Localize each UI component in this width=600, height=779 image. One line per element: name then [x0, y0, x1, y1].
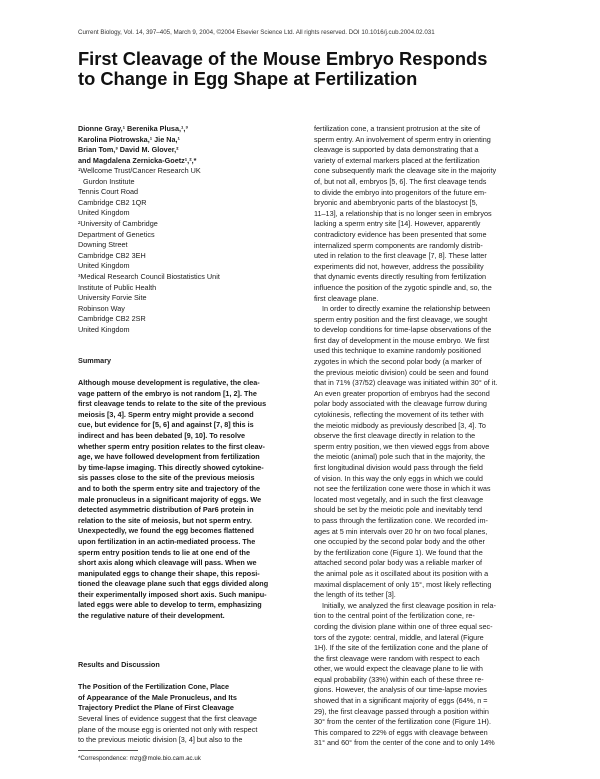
- body-line: 30° from the center of the fertilization cone (Figure 1H).: [314, 717, 491, 727]
- affiliation-line: United Kingdom: [78, 208, 130, 218]
- affiliation-line: Department of Genetics: [78, 229, 155, 239]
- summary-line: indirect and has been debated [9, 10]. To resolve: [78, 430, 246, 440]
- body-line: tors of the zygote: central, middle, and lateral (Figure: [314, 632, 484, 642]
- body-line: of vision. In this way the only eggs in which we could: [314, 473, 483, 483]
- affiliation-line: Downing Street: [78, 240, 128, 250]
- body-line: used this technique to examine randomly positioned: [314, 346, 481, 356]
- summary-line: male pronucleus in a significant majority of eggs. We: [78, 494, 262, 504]
- affiliation-line: University Forvie Site: [78, 293, 147, 303]
- body-line: the meiotic (animal) pole such that in the majority, the: [314, 452, 486, 462]
- summary-line: whether sperm entry position relates to the first cleav-: [78, 441, 265, 451]
- body-line: Initially, we analyzed the first cleavage position in rela-: [322, 600, 496, 610]
- body-line: In order to directly examine the relationship between: [322, 304, 491, 314]
- body-line: equal probability (33%) within each of these three re-: [314, 674, 484, 684]
- summary-line: sis passes close to the site of the previous meiosis: [78, 473, 255, 483]
- body-line: one occupied by the second polar body and the other: [314, 537, 485, 547]
- subsection-heading: [78, 682, 303, 714]
- affiliation-line: Cambridge CB2 1QR: [78, 197, 147, 207]
- body-line: maximal displacement of only 15°, most likely reflecting: [314, 579, 492, 589]
- body-line: the meiotic midbody as previously described [3, 4]. To: [314, 420, 486, 430]
- body-line: first cleavage plane.: [314, 293, 379, 303]
- summary-line: detected asymmetric distribution of Par6 protein in: [78, 505, 254, 515]
- affiliation-line: ¹Wellcome Trust/Cancer Research UK: [78, 166, 201, 175]
- summary-line: first cleavage tends to relate to the site of the previous: [78, 399, 267, 409]
- body-line: cytokinesis, reflecting the movement of its tether with: [314, 410, 484, 420]
- summary-line: meiosis [3, 4]. Sperm entry might provide a second: [78, 409, 254, 419]
- summary-line: short axis along which cleavage will pass. When we: [78, 558, 257, 568]
- right-column-body: [314, 124, 528, 749]
- body-line: showed that in a significant majority of eggs (64%, n =: [314, 696, 488, 706]
- summary-line: their experimentally imposed short axis. Such manipu-: [78, 589, 267, 599]
- body-line: contradictory evidence has been presented that some: [314, 229, 487, 239]
- body-line: should be set by the meiotic pole and inevitably tend: [314, 505, 483, 515]
- affiliation-line: ²University of Cambridge: [78, 218, 158, 228]
- summary-line: age, we have followed development from fertilization: [78, 452, 260, 462]
- affiliation-line: Cambridge CB2 3EH: [78, 250, 146, 260]
- summary-line: lated eggs were able to develop to term, emphasizing: [78, 600, 262, 610]
- summary-paragraph: [78, 378, 303, 622]
- correspondence-footnote: *Correspondence: mzg@mole.bio.cam.ac.uk: [78, 755, 201, 762]
- summary-line: sperm entry position tends to lie at one end of the: [78, 547, 251, 557]
- summary-line: cue, but evidence for [5, 6] and against [7, 8] this is: [78, 420, 254, 430]
- body-line: cone subsequently mark the cleavage site in the majority: [314, 166, 497, 176]
- body-line: sperm entry. An involvement of sperm entry in orienting: [314, 134, 491, 144]
- body-line: experiments did not, however, address the possibility: [314, 261, 484, 271]
- body-line: 31° and 60° from the center of the cone and to only 14%: [314, 738, 495, 748]
- body-line: zygotes in which the second polar body (a marker of: [314, 357, 482, 367]
- body-line: by the fertilization cone (Figure 1). We found that the: [314, 547, 483, 557]
- body-line: bryonic and abembryonic parts of the blastocyst [5,: [314, 198, 478, 208]
- journal-citation: Current Biology, Vol. 14, 397–405, March 9, 2004, ©2004 Elsevier Science Ltd. All rights reserved. DOI 10.1016/j.cub.2004.02.031: [78, 29, 435, 36]
- summary-heading: Summary: [78, 356, 112, 365]
- body-line: fertilization cone, a transient protrusion at the site of: [314, 124, 481, 133]
- author-line: Brian Tom,³ David M. Glover,²: [78, 145, 179, 155]
- affiliation-line: Cambridge CB2 2SR: [78, 314, 146, 324]
- body-line: cleavage is supported by data demonstrating that a: [314, 145, 479, 155]
- body-line: to pass through the fertilization cone. We recorded im-: [314, 515, 488, 525]
- body-line: sperm entry position, we then viewed eggs from above: [314, 441, 490, 451]
- summary-line: upon fertilization in an actin-mediated process. The: [78, 536, 256, 546]
- affiliation-line: United Kingdom: [78, 324, 130, 334]
- body-line: An even greater proportion of embryos had the second: [314, 388, 490, 398]
- body-line: to the previous meiotic division [3, 4] but also to the: [78, 735, 243, 745]
- article-title: [78, 49, 538, 89]
- body-line: internalized sperm components are randomly distrib-: [314, 240, 483, 250]
- footnote-rule: [78, 750, 138, 751]
- body-line: observe the first cleavage directly in relation to the: [314, 431, 476, 441]
- body-line: lacking a sperm entry site [14]. However, apparently: [314, 219, 481, 229]
- author-line: and Magdalena Zernicka-Goetz¹,²,*: [78, 155, 197, 165]
- body-line: 29), the first cleavage passed through a position within: [314, 706, 489, 716]
- body-line: to develop conditions for time-lapse observations of the: [314, 325, 492, 335]
- affiliation-line: Tennis Court Road: [78, 187, 139, 197]
- summary-line: tioned the cleavage plane such that eggs divided along: [78, 579, 269, 589]
- body-line: ages at 5 min intervals over 20 hr on two focal planes,: [314, 526, 488, 536]
- results-heading: Results and Discussion: [78, 660, 160, 669]
- body-line: polar body associated with the cleavage furrow during: [314, 399, 487, 409]
- affiliation-line: Gurdon Institute: [83, 176, 135, 186]
- body-line: of, but not all, embryos [5, 6]. The first cleavage tends: [314, 176, 487, 186]
- summary-line: Although mouse development is regulative, the clea-: [78, 378, 260, 387]
- body-line: the length of its tether [3].: [314, 590, 396, 600]
- body-line: gions. However, the analysis of our time-lapse movies: [314, 685, 487, 695]
- body-line: first longitudinal division would pass through the field: [314, 463, 483, 472]
- title-line: to Change in Egg Shape at Fertilization: [78, 68, 418, 89]
- body-line: 11–13], a relationship that is no longer seen in embryos: [314, 208, 492, 218]
- results-intro-paragraph: [78, 714, 303, 746]
- body-line: not see the fertilization cone were those in which it was: [314, 484, 491, 494]
- summary-line: the regulative nature of their development.: [78, 611, 225, 621]
- body-line: attached second polar body was a reliable marker of: [314, 558, 483, 568]
- affiliation-line: Robinson Way: [78, 303, 125, 313]
- title-line: First Cleavage of the Mouse Embryo Responds: [78, 48, 488, 69]
- summary-line: vage pattern of the embryo is not random [1, 2]. The: [78, 388, 257, 398]
- author-line: Dionne Gray,¹ Berenika Plusa,¹,³: [78, 124, 188, 133]
- body-line: variety of external markers placed at the fertilization: [314, 155, 480, 165]
- body-line: the animal pole as it oscillated about its position with a: [314, 568, 489, 578]
- body-line: other, we would expect the cleavage plane to lie with: [314, 664, 483, 674]
- body-line: uted in relation to the first cleavage [7, 8]. These latter: [314, 251, 487, 261]
- affiliation-line: United Kingdom: [78, 261, 130, 271]
- body-line: sperm entry position and the first cleavage, we sought: [314, 314, 488, 324]
- body-line: cording the division plane within one of three equal sec-: [314, 621, 493, 631]
- body-line: located most vegetally, and in such the first cleavage: [314, 494, 484, 504]
- author-list: [78, 124, 303, 166]
- body-line: that dynamic events directly resulting from fertilization: [314, 272, 487, 282]
- summary-line: Unexpectedly, we found the egg becomes flattened: [78, 526, 254, 536]
- body-line: Several lines of evidence suggest that the first cleavage: [78, 714, 257, 723]
- body-line: influence the position of the zygotic spindle and, so, the: [314, 282, 492, 292]
- body-line: that in 71% (37/52) cleavage was initiated within 30° of it.: [314, 378, 498, 388]
- summary-line: relation to the site of meiosis, but not sperm entry.: [78, 515, 252, 525]
- affiliation-line: ³Medical Research Council Biostatistics Unit: [78, 271, 220, 281]
- subsection-line: of Appearance of the Male Pronucleus, and Its: [78, 692, 237, 702]
- affiliation-line: Institute of Public Health: [78, 282, 157, 292]
- body-line: the first cleavage were random with respect to each: [314, 653, 480, 663]
- body-line: plane of the mouse egg is oriented not only with respect: [78, 724, 258, 734]
- summary-line: by time-lapse imaging. This directly showed cytokine-: [78, 462, 264, 472]
- summary-line: and to both the sperm entry site and trajectory of the: [78, 483, 261, 493]
- subsection-line: Trajectory Predict the Plane of First Cleavage: [78, 703, 234, 713]
- body-line: tion to the central point of the fertilization cone, re-: [314, 611, 475, 621]
- body-line: This compared to 22% of eggs with cleavage between: [314, 727, 488, 737]
- summary-line: manipulated eggs to change their shape, this reposi-: [78, 568, 260, 578]
- body-line: to divide the embryo into progenitors of the future em-: [314, 187, 487, 197]
- body-line: 1H). If the site of the fertilization cone and the plane of: [314, 643, 488, 653]
- affiliations: [78, 166, 303, 336]
- body-line: the previous meiotic division) could be seen and found: [314, 367, 489, 377]
- author-line: Karolina Piotrowska,¹ Jie Na,¹: [78, 134, 180, 144]
- body-line: first day of development in the mouse embryo. We first: [314, 335, 490, 345]
- subsection-line: The Position of the Fertilization Cone, Place: [78, 682, 230, 691]
